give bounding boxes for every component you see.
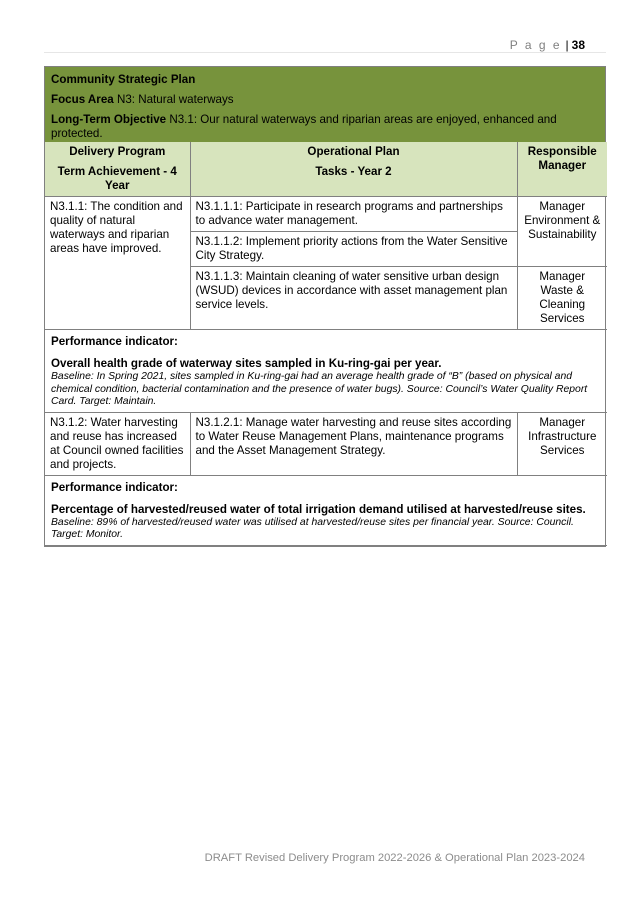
task-n3-1-2-1: N3.1.2.1: Manage water harvesting and reuse sites according to Water Reuse Management Plans, maintenance programs and the Asset Management Strategy. — [190, 412, 517, 475]
page-number-value: 38 — [571, 38, 585, 52]
performance-indicator-row — [45, 330, 607, 413]
achievement-n3-1-2: N3.1.2: Water harvesting and reuse has increased at Council owned facilities and projects. — [45, 412, 190, 475]
performance-indicator-note: Baseline: In Spring 2021, sites sampled in Ku-ring-gai had an average health grade of “B” (based on physical and chemical condition, bacterial contamination and the presence of water bugs). Source: Council’s Water Quality Report Card. Target: Maintain. — [51, 371, 588, 407]
delivery-program-header — [45, 142, 190, 197]
focus-area-value: N3: Natural waterways — [116, 93, 234, 106]
page-separator: | — [565, 38, 569, 52]
focus-area-label: Focus Area — [51, 93, 114, 106]
table-row — [45, 412, 607, 475]
manager-infrastructure: Manager Infrastructure Services — [517, 412, 607, 475]
performance-indicator-note: Baseline: 89% of harvested/reused water was utilised at harvested/reuse sites per financial year. Source: Council. Target: Monitor. — [51, 516, 574, 540]
column-header-row — [45, 142, 607, 197]
manager-environment: Manager Environment & Sustainability — [517, 197, 607, 267]
performance-indicator-2 — [45, 475, 607, 545]
performance-indicator-1 — [45, 330, 607, 413]
achievement-n3-1-1: N3.1.1: The condition and quality of natural waterways and riparian areas have improved. — [45, 197, 190, 330]
performance-indicator-row — [45, 475, 607, 545]
tasks-label: Tasks - Year 2 — [315, 165, 392, 178]
term-achievement-label: Term Achievement - 4 Year — [57, 165, 177, 192]
table-row — [45, 197, 607, 232]
performance-indicator-label: Performance indicator: — [51, 480, 178, 494]
strategic-plan-title: Community Strategic Plan — [51, 73, 196, 86]
responsible-manager-header: Responsible Manager — [517, 142, 607, 197]
task-n3-1-1-3: N3.1.1.3: Maintain cleaning of water sensitive urban design (WSUD) devices in accordance with asset management plan service levels. — [190, 267, 517, 330]
operational-plan-header — [190, 142, 517, 197]
manager-waste: Manager Waste & Cleaning Services — [517, 267, 607, 330]
document-footer: DRAFT Revised Delivery Program 2022-2026 & Operational Plan 2023-2024 — [204, 852, 585, 864]
objective-label: Long-Term Objective — [51, 113, 167, 126]
performance-indicator-label: Performance indicator: — [51, 335, 178, 348]
operational-plan-title: Operational Plan — [307, 145, 400, 158]
task-n3-1-1-2: N3.1.1.2: Implement priority actions from the Water Sensitive City Strategy. — [190, 232, 517, 267]
objective-value: N3.1: Our natural waterways and riparian areas are enjoyed, enhanced and protected. — [51, 113, 557, 140]
page-number — [510, 38, 585, 52]
strategic-plan-header — [45, 67, 605, 142]
page-label: P a g e — [509, 38, 562, 52]
header-rule — [44, 52, 606, 53]
delivery-program-title: Delivery Program — [69, 145, 166, 158]
plan-grid — [45, 142, 607, 546]
plan-table — [44, 66, 606, 547]
task-n3-1-1-1: N3.1.1.1: Participate in research programs and partnerships to advance water management. — [190, 197, 517, 232]
performance-indicator-title: Percentage of harvested/reused water of total irrigation demand utilised at harvested/reuse sites. — [51, 502, 586, 516]
performance-indicator-title: Overall health grade of waterway sites sampled in Ku-ring-gai per year. — [51, 357, 442, 370]
